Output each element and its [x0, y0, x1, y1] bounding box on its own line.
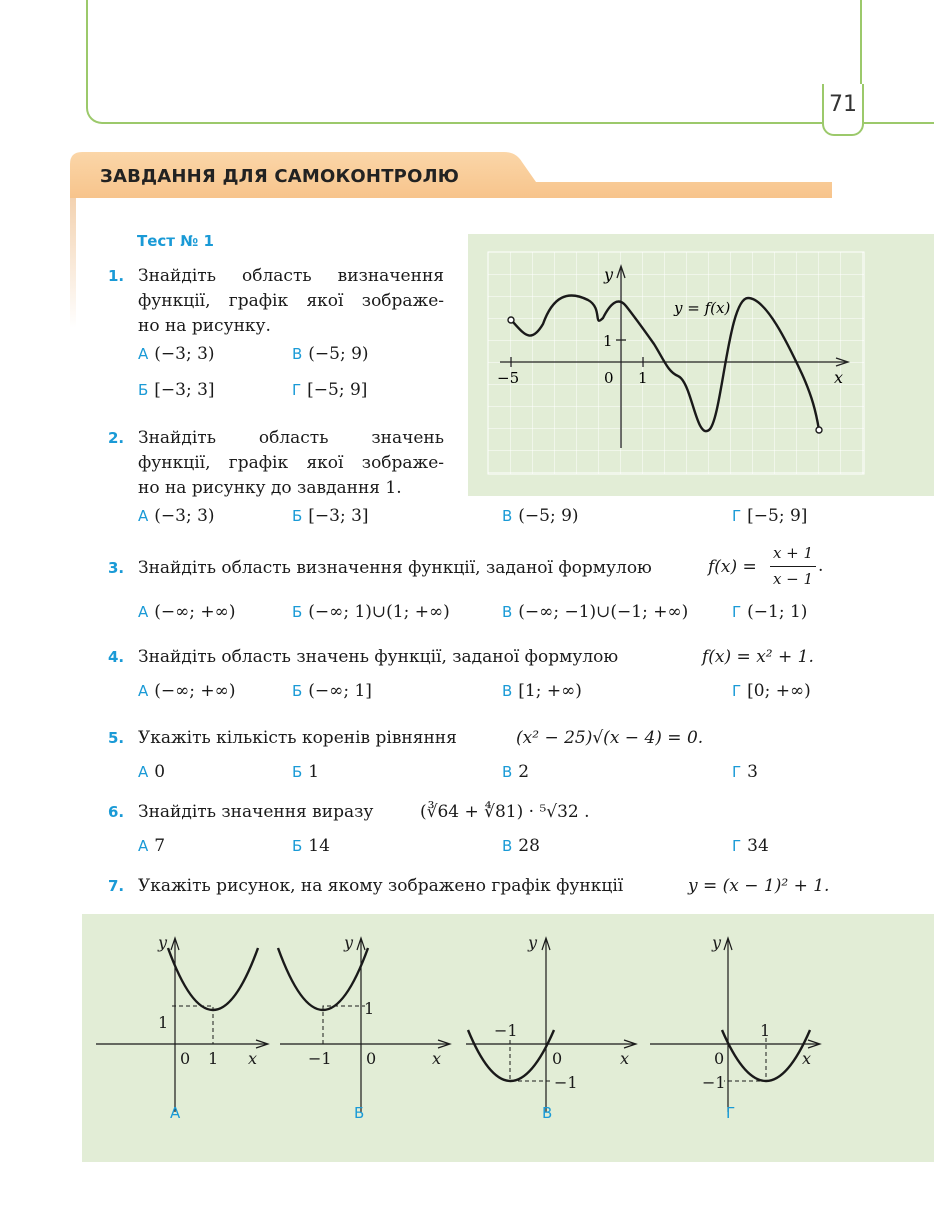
question-7-formula: y = (x − 1)² + 1.	[688, 876, 830, 896]
option-text: 34	[747, 836, 769, 856]
option-letter: Г	[732, 837, 742, 855]
plot-b-label: Б	[354, 1104, 365, 1122]
plot-a-label: А	[170, 1104, 181, 1122]
page-number: 71	[829, 92, 857, 117]
plot-a-tick-x1: 1	[208, 1049, 219, 1068]
option-text: [0; +∞)	[747, 681, 811, 701]
parabola-plots	[82, 914, 934, 1162]
option-letter: В	[502, 603, 513, 621]
curve-end-point	[816, 427, 822, 433]
option-letter: Б	[292, 837, 303, 855]
page-number-line	[862, 122, 934, 124]
plot-g-tick-0: 0	[714, 1049, 725, 1068]
plot-g[interactable]	[650, 933, 820, 1112]
plot-v-tick-0: 0	[552, 1049, 563, 1068]
plot-v-tick-y-minus1: −1	[554, 1073, 578, 1092]
option-text: 1	[308, 762, 320, 782]
question-5-option-g[interactable]	[732, 762, 758, 782]
option-text: (−3; 3)	[154, 344, 215, 364]
option-letter: В	[502, 763, 513, 781]
plot-g-x-label: x	[802, 1049, 812, 1068]
question-6-option-g[interactable]	[732, 836, 769, 856]
question-2-line-1: Знайдіть область значень	[138, 428, 444, 448]
question-3-period: .	[818, 556, 824, 576]
question-1-number: 1.	[108, 267, 125, 285]
question-6-text: Знайдіть значення виразу	[138, 802, 374, 822]
option-letter: В	[292, 345, 303, 363]
question-4-formula: f(x) = x² + 1.	[702, 647, 814, 667]
graph-y-label: y	[604, 265, 614, 284]
question-4-option-g[interactable]	[732, 681, 811, 701]
plot-a-tick-0: 0	[180, 1049, 191, 1068]
plot-b-tick-0: 0	[366, 1049, 377, 1068]
option-letter: Б	[292, 507, 303, 525]
option-letter: А	[138, 603, 149, 621]
option-letter: А	[138, 763, 149, 781]
option-letter: Г	[292, 381, 302, 399]
question-2-option-g[interactable]	[732, 506, 807, 526]
question-3-option-a[interactable]	[138, 602, 235, 622]
option-letter: Г	[732, 763, 742, 781]
question-2-text	[138, 426, 444, 501]
question-1-option-g[interactable]	[292, 380, 367, 400]
option-text: [−3; 3]	[308, 506, 369, 526]
option-text: [1; +∞)	[518, 681, 582, 701]
curve-start-point	[508, 317, 514, 323]
question-3-formula-lhs: f(x) =	[708, 557, 757, 577]
option-text: 7	[154, 836, 166, 856]
question-6-option-a[interactable]	[138, 836, 165, 856]
plot-a[interactable]	[96, 933, 268, 1112]
option-letter: Б	[292, 603, 303, 621]
plot-a-vertex-guide	[172, 1006, 213, 1044]
graph-function-label: y = f(x)	[674, 299, 731, 317]
question-4-option-a[interactable]	[138, 681, 235, 701]
question-1-line-2: функції, графік якої зображе-	[138, 291, 444, 311]
test-title: Тест № 1	[137, 232, 214, 250]
left-decor-fade	[70, 198, 76, 328]
question-1-line-3: но на рисунку.	[138, 316, 271, 336]
option-text: (−3; 3)	[154, 506, 215, 526]
graph-grid	[488, 252, 864, 474]
question-1-option-v[interactable]	[292, 344, 369, 364]
plot-v-tick-x-minus1: −1	[494, 1021, 518, 1040]
graph-tick-minus5-label: −5	[497, 369, 520, 387]
plot-b-vertex-guide	[323, 1006, 365, 1044]
plot-b-tick-y1: 1	[364, 999, 375, 1018]
plot-g-label: Г	[726, 1104, 736, 1122]
question-3-number: 3.	[108, 559, 125, 577]
option-text: [−3; 3]	[154, 380, 215, 400]
plot-g-tick-x1: 1	[760, 1021, 771, 1040]
question-3-option-g[interactable]	[732, 602, 807, 622]
plot-v-label: В	[542, 1104, 553, 1122]
plot-b-tick-x-minus1: −1	[308, 1049, 332, 1068]
question-1-line-1: Знайдіть область визначення	[138, 266, 444, 286]
question-2-number: 2.	[108, 429, 125, 447]
question-2-line-2: функції, графік якої зображе-	[138, 453, 444, 473]
question-3-text: Знайдіть область визначення функції, заданої формулою	[138, 558, 652, 578]
plot-v-y-label: y	[528, 933, 538, 952]
question-2-line-3: но на рисунку до завдання 1.	[138, 478, 402, 498]
plot-g-tick-y-minus1: −1	[702, 1073, 726, 1092]
question-1-option-b[interactable]	[138, 380, 215, 400]
plot-v-x-label: x	[620, 1049, 630, 1068]
option-text: (−5; 9)	[308, 344, 369, 364]
option-letter: В	[502, 507, 513, 525]
option-text: (−∞; +∞)	[154, 681, 236, 701]
question-7-number: 7.	[108, 877, 125, 895]
question-2-option-b[interactable]	[292, 506, 369, 526]
question-2-option-v[interactable]	[502, 506, 579, 526]
question-6-option-v[interactable]	[502, 836, 540, 856]
plot-b-x-label: x	[432, 1049, 442, 1068]
graph-tick-0-label: 0	[604, 369, 614, 387]
option-letter: А	[138, 507, 149, 525]
question-4-option-v[interactable]	[502, 681, 582, 701]
question-4-option-b[interactable]	[292, 681, 372, 701]
parabola-options-panel	[82, 914, 934, 1162]
option-text: 0	[154, 762, 166, 782]
question-6-option-b[interactable]	[292, 836, 330, 856]
function-graph	[468, 234, 934, 496]
option-letter: Б	[292, 682, 303, 700]
question-1-text	[138, 264, 444, 339]
question-1-option-a[interactable]	[138, 344, 215, 364]
plot-v-vertex-guide	[510, 1040, 550, 1081]
question-6-number: 6.	[108, 803, 125, 821]
option-letter: А	[138, 345, 149, 363]
option-text: (−1; 1)	[747, 602, 808, 622]
question-2-option-a[interactable]	[138, 506, 215, 526]
graph-tick-y1-label: 1	[603, 332, 613, 350]
option-letter: А	[138, 837, 149, 855]
question-5-option-a[interactable]	[138, 762, 165, 782]
graph-x-label: x	[834, 368, 844, 387]
option-letter: Б	[138, 381, 149, 399]
question-4-text: Знайдіть область значень функції, заданої формулою	[138, 647, 619, 667]
plot-v[interactable]	[466, 933, 636, 1112]
question-3-fraction-numerator: x + 1	[772, 544, 814, 562]
question-6-formula: (∛64 + ∜81) · ⁵√32 .	[420, 802, 590, 822]
question-5-number: 5.	[108, 729, 125, 747]
plot-b-parabola	[278, 948, 368, 1010]
plot-a-parabola	[168, 948, 258, 1010]
option-text: (−∞; 1)∪(1; +∞)	[308, 602, 450, 622]
question-3-fraction-denominator: x − 1	[772, 570, 814, 588]
plot-a-tick-y1: 1	[158, 1013, 169, 1032]
section-title: ЗАВДАННЯ ДЛЯ САМОКОНТРОЛЮ	[100, 166, 460, 187]
plot-g-y-label: y	[712, 933, 722, 952]
option-letter: А	[138, 682, 149, 700]
option-text: [−5; 9]	[307, 380, 368, 400]
option-text: (−∞; 1]	[308, 681, 372, 701]
question-5-text: Укажіть кількість коренів рівняння	[138, 728, 457, 748]
question-4-number: 4.	[108, 648, 125, 666]
option-text: [−5; 9]	[747, 506, 808, 526]
plot-b[interactable]	[278, 933, 450, 1112]
option-text: 3	[747, 762, 758, 782]
option-text: (−∞; +∞)	[154, 602, 236, 622]
option-letter: В	[502, 682, 513, 700]
question-3-option-b[interactable]	[292, 602, 450, 622]
option-letter: Г	[732, 507, 742, 525]
question-5-option-v[interactable]	[502, 762, 529, 782]
question-5-formula: (x² − 25)√(x − 4) = 0.	[516, 728, 704, 748]
option-letter: Г	[732, 603, 742, 621]
page-top-frame	[86, 0, 862, 124]
plot-a-y-label: y	[158, 933, 168, 952]
option-text: 14	[308, 836, 330, 856]
option-letter: Б	[292, 763, 303, 781]
question-7-text: Укажіть рисунок, на якому зображено графік функції	[138, 876, 624, 896]
question-3-option-v[interactable]	[502, 602, 688, 622]
option-text: (−∞; −1)∪(−1; +∞)	[518, 602, 689, 622]
graph-tick-1-label: 1	[638, 369, 648, 387]
plot-b-y-label: y	[344, 933, 354, 952]
function-graph-panel	[468, 234, 934, 496]
option-text: 28	[518, 836, 540, 856]
question-3-fraction-bar	[770, 566, 816, 567]
question-5-option-b[interactable]	[292, 762, 319, 782]
plot-a-x-label: x	[248, 1049, 258, 1068]
option-letter: Г	[732, 682, 742, 700]
option-text: 2	[518, 762, 530, 782]
option-text: (−5; 9)	[518, 506, 579, 526]
option-letter: В	[502, 837, 513, 855]
